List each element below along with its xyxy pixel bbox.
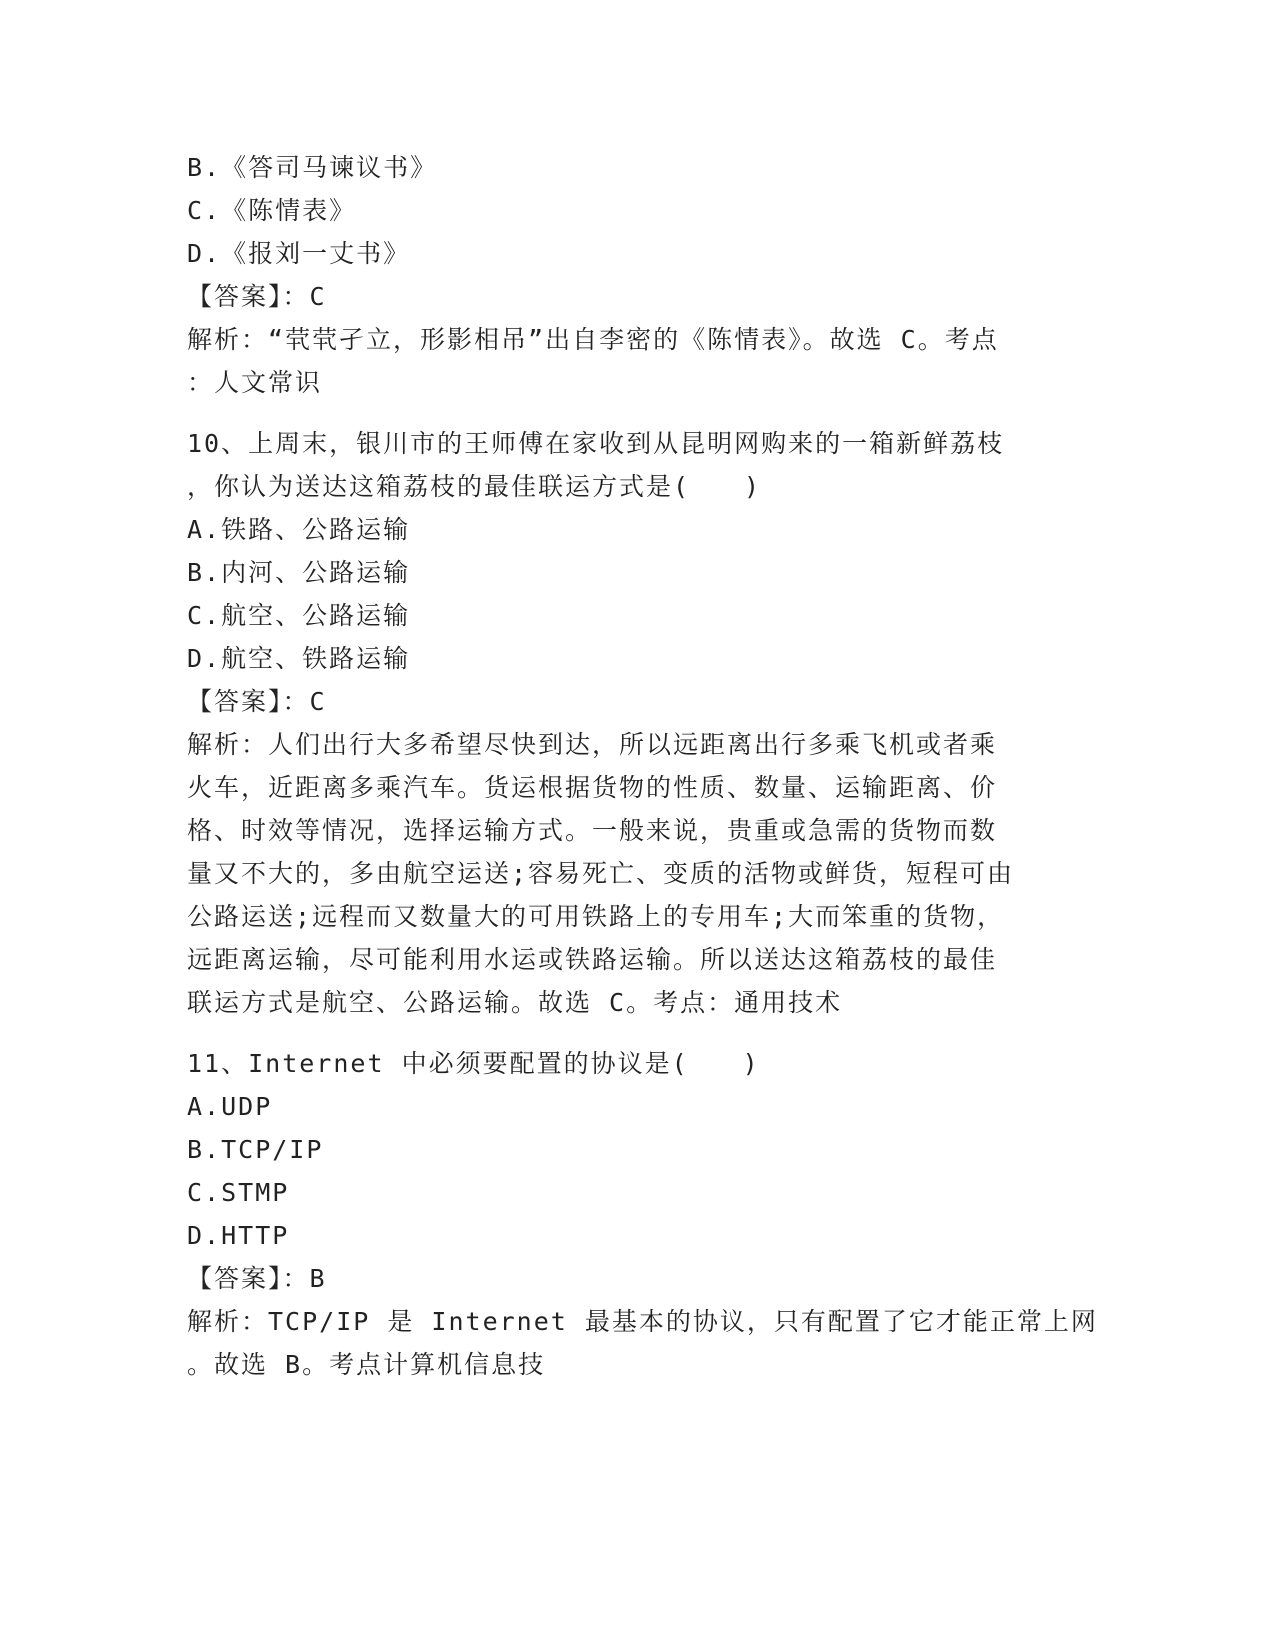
q10-analysis-line-1: 解析：人们出行大多希望尽快到达，所以远距离出行多乘飞机或者乘 xyxy=(187,730,998,759)
q10-option-b: B.内河、公路运输 xyxy=(187,558,411,587)
q10-answer: 【答案】：C xyxy=(187,687,327,716)
question-10-block xyxy=(187,422,1087,1024)
q10-analysis-line-3: 格、时效等情况，选择运输方式。一般来说，贵重或急需的货物而数 xyxy=(187,816,998,845)
q11-analysis-line-2: 。故选 B。考点计算机信息技 xyxy=(187,1350,546,1379)
question-9-block xyxy=(187,146,1087,404)
q11-option-d: D.HTTP xyxy=(187,1221,290,1250)
question-gap xyxy=(187,1024,1087,1042)
document-content xyxy=(187,146,1098,1386)
q9-analysis-line-2: ：人文常识 xyxy=(187,368,323,397)
question-gap xyxy=(187,404,1087,422)
q10-analysis-line-4: 量又不大的，多由航空运送;容易死亡、变质的活物或鲜货，短程可由 xyxy=(187,859,1015,888)
q10-option-d: D.航空、铁路运输 xyxy=(187,644,411,673)
q11-analysis-line-1: 解析：TCP/IP 是 Internet 最基本的协议，只有配置了它才能正常上网 xyxy=(187,1307,1098,1336)
q9-analysis-line-1: 解析：“茕茕孑立，形影相吊”出自李密的《陈情表》。故选 C。考点 xyxy=(187,325,999,354)
q10-analysis-line-7: 联运方式是航空、公路运输。故选 C。考点：通用技术 xyxy=(187,988,843,1017)
q10-option-c: C.航空、公路运输 xyxy=(187,601,411,630)
q10-analysis-line-5: 公路运送;远程而又数量大的可用铁路上的专用车;大而笨重的货物， xyxy=(187,902,1005,931)
q11-answer: 【答案】：B xyxy=(187,1264,327,1293)
q11-option-a: A.UDP xyxy=(187,1092,273,1121)
q11-question-line-1: 11、Internet 中必须要配置的协议是( ) xyxy=(187,1049,760,1078)
q9-option-d: D.《报刘一丈书》 xyxy=(187,239,411,268)
q10-question-line-1: 10、上周末，银川市的王师傅在家收到从昆明网购来的一箱新鲜荔枝 xyxy=(187,429,1005,458)
q10-question-line-2: ，你认为送达这箱荔枝的最佳联运方式是( ) xyxy=(187,472,762,501)
q10-analysis-line-2: 火车，近距离多乘汽车。货运根据货物的性质、数量、运输距离、价 xyxy=(187,773,998,802)
q10-option-a: A.铁路、公路运输 xyxy=(187,515,411,544)
question-11-block xyxy=(187,1042,1098,1386)
q10-analysis-line-6: 远距离运输，尽可能利用水运或铁路运输。所以送达这箱荔枝的最佳 xyxy=(187,945,998,974)
q11-option-b: B.TCP/IP xyxy=(187,1135,324,1164)
q9-option-b: B.《答司马谏议书》 xyxy=(187,153,438,182)
q9-option-c: C.《陈情表》 xyxy=(187,196,357,225)
q11-option-c: C.STMP xyxy=(187,1178,290,1207)
q9-answer: 【答案】：C xyxy=(187,282,327,311)
